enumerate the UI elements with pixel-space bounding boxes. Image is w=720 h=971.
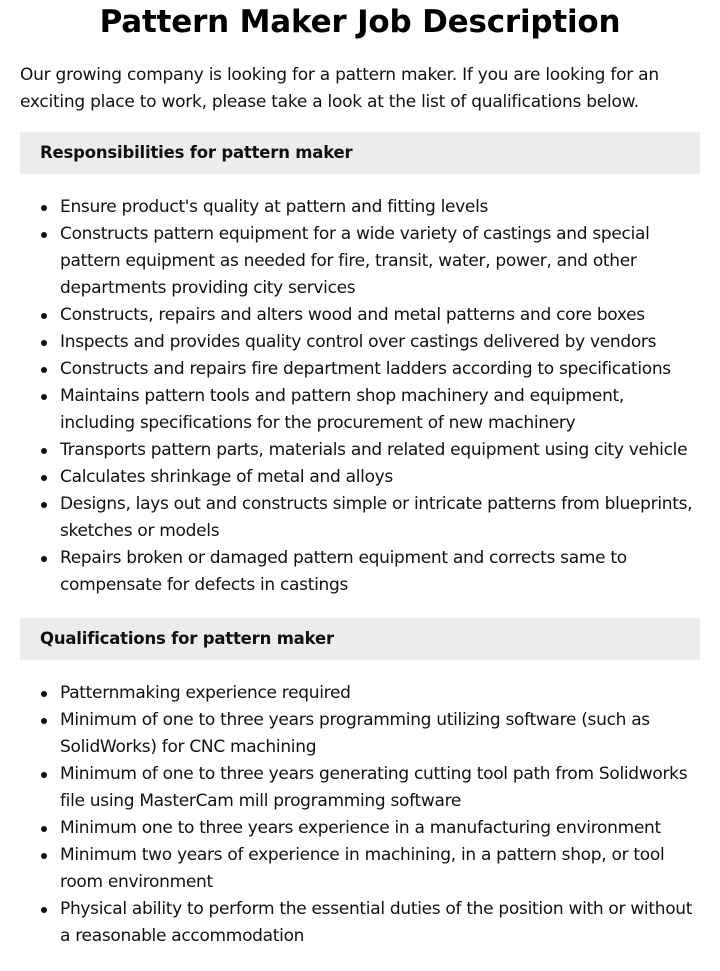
- list-item-text: Minimum of one to three years programming utilizing software (such as SolidWorks) for CNC machining: [60, 710, 650, 757]
- bullet-icon: [41, 691, 47, 697]
- page-title: Pattern Maker Job Description: [99, 4, 621, 40]
- bullet-icon: [41, 367, 47, 373]
- list-item: [20, 761, 700, 815]
- qualifications-heading: Qualifications for pattern maker: [20, 618, 700, 660]
- list-item-text: Constructs, repairs and alters wood and metal patterns and core boxes: [60, 305, 645, 325]
- list-item: [20, 437, 700, 464]
- list-item: [20, 383, 700, 437]
- bullet-icon: [41, 448, 47, 454]
- list-item: [20, 329, 700, 356]
- qualifications-list: [20, 660, 700, 950]
- list-item: [20, 491, 700, 545]
- list-item: [20, 815, 700, 842]
- list-item: [20, 842, 700, 896]
- list-item-text: Patternmaking experience required: [60, 683, 351, 703]
- responsibilities-list: [20, 174, 700, 599]
- bullet-icon: [41, 340, 47, 346]
- bullet-icon: [41, 313, 47, 319]
- list-item-text: Constructs and repairs fire department ladders according to specifications: [60, 359, 671, 379]
- list-item-text: Inspects and provides quality control over castings delivered by vendors: [60, 332, 657, 352]
- list-item: [20, 221, 700, 302]
- bullet-icon: [41, 556, 47, 562]
- bullet-icon: [41, 205, 47, 211]
- list-item-text: Minimum two years of experience in machining, in a pattern shop, or tool room environment: [60, 845, 665, 892]
- list-item-text: Constructs pattern equipment for a wide variety of castings and special pattern equipment as needed for fire, transit, water, power, and other departments providing city services: [60, 224, 650, 298]
- list-item-text: Transports pattern parts, materials and related equipment using city vehicle: [60, 440, 688, 460]
- list-item-text: Minimum one to three years experience in a manufacturing environment: [60, 818, 661, 838]
- bullet-icon: [41, 907, 47, 913]
- bullet-icon: [41, 718, 47, 724]
- list-item-text: Maintains pattern tools and pattern shop machinery and equipment, including specifications for the procurement of new machinery: [60, 386, 625, 433]
- list-item-text: Designs, lays out and constructs simple or intricate patterns from blueprints, sketches or models: [60, 494, 693, 541]
- responsibilities-heading: Responsibilities for pattern maker: [20, 132, 700, 174]
- bullet-icon: [41, 853, 47, 859]
- intro-paragraph: Our growing company is looking for a pattern maker. If you are looking for an exciting place to work, please take a look at the list of qualifications below.: [20, 65, 659, 112]
- list-item: [20, 302, 700, 329]
- bullet-icon: [41, 772, 47, 778]
- list-item-text: Physical ability to perform the essential duties of the position with or without a reasonable accommodation: [60, 899, 693, 946]
- list-item: [20, 707, 700, 761]
- list-item: [20, 896, 700, 950]
- list-item-text: Minimum of one to three years generating cutting tool path from Solidworks file using MasterCam mill programming software: [60, 764, 688, 811]
- list-item: [20, 680, 700, 707]
- bullet-icon: [41, 394, 47, 400]
- list-item: [20, 464, 700, 491]
- list-item: [20, 356, 700, 383]
- list-item-text: Calculates shrinkage of metal and alloys: [60, 467, 393, 487]
- list-item-text: Ensure product's quality at pattern and fitting levels: [60, 197, 489, 217]
- bullet-icon: [41, 232, 47, 238]
- list-item: [20, 545, 700, 599]
- bullet-icon: [41, 475, 47, 481]
- list-item-text: Repairs broken or damaged pattern equipment and corrects same to compensate for defects in castings: [60, 548, 627, 595]
- list-item: [20, 194, 700, 221]
- bullet-icon: [41, 502, 47, 508]
- bullet-icon: [41, 826, 47, 832]
